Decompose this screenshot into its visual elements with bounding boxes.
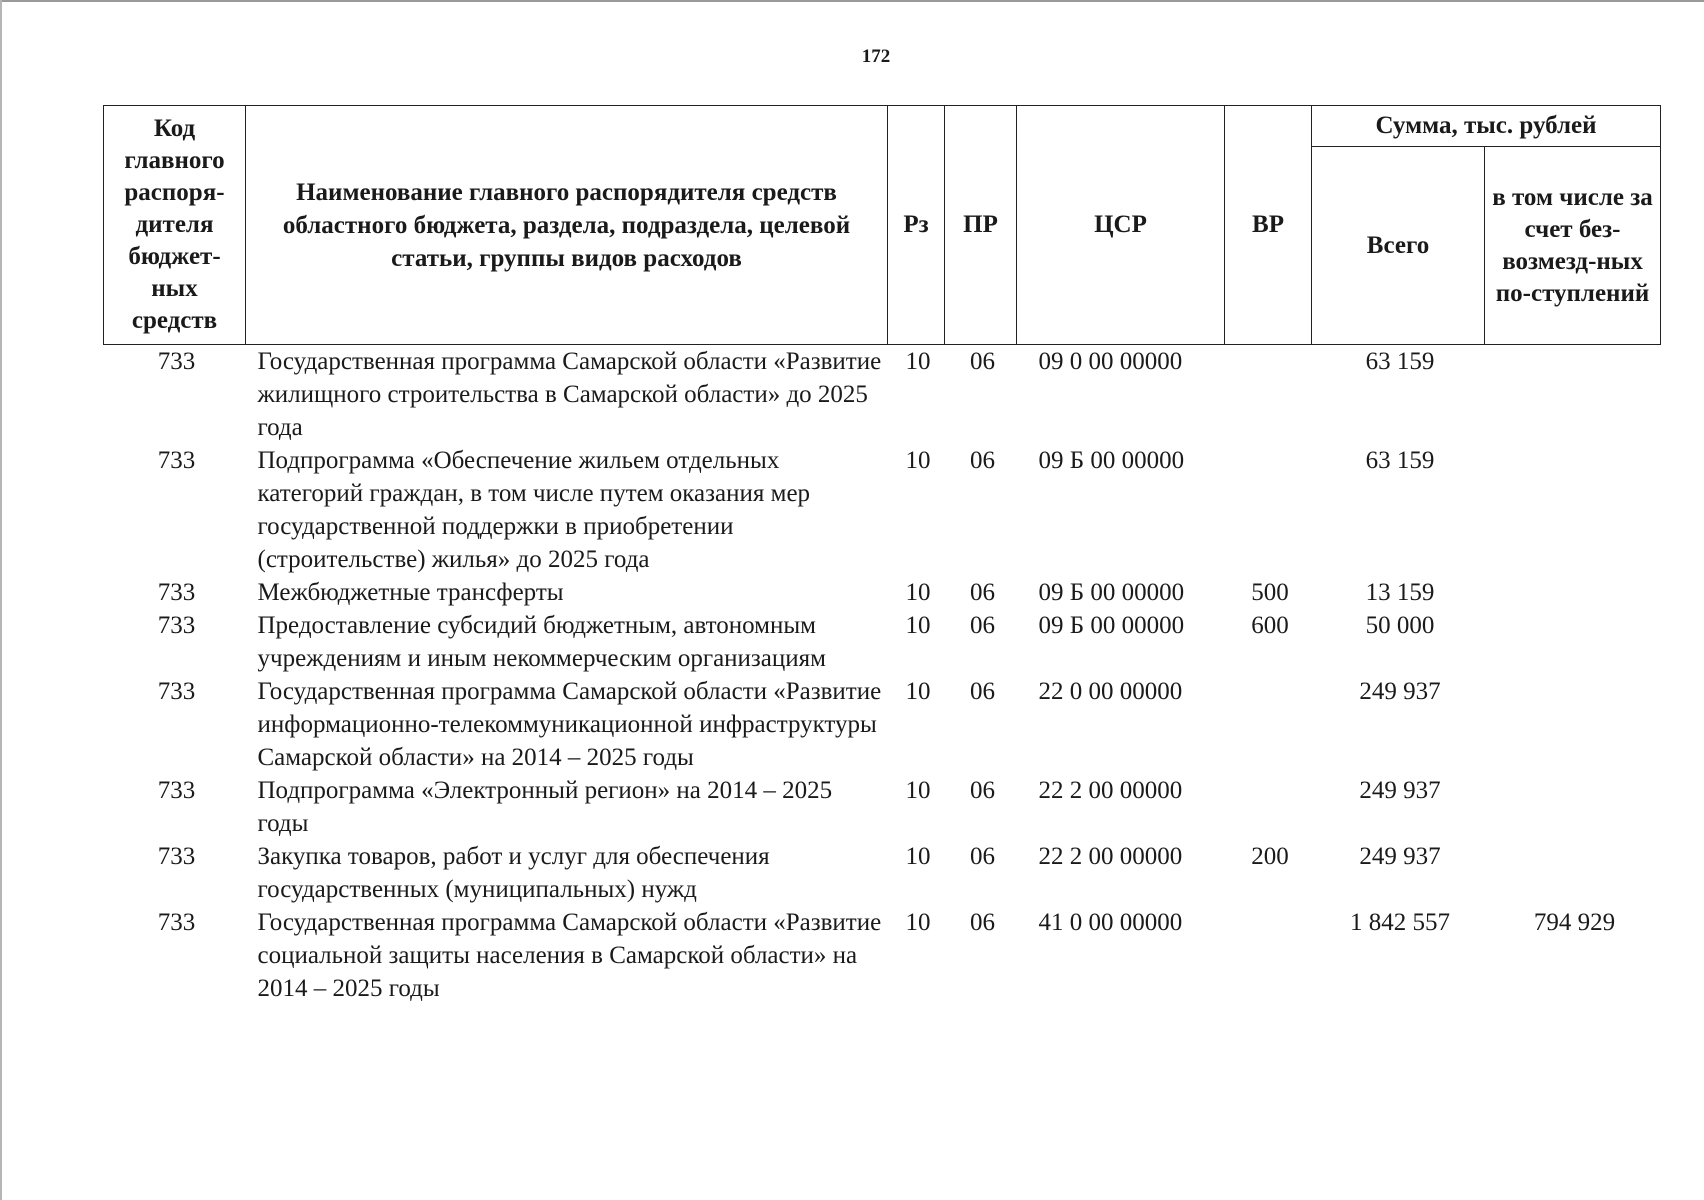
row-pr: 06: [970, 777, 995, 804]
row-pr: 06: [970, 612, 995, 639]
row-free: [1485, 444, 1661, 576]
row-free: 794 929: [1533, 909, 1616, 936]
row-rz: 10: [905, 447, 931, 474]
header-vr: ВР: [1225, 106, 1312, 345]
table-body: [104, 345, 1661, 1006]
row-name: Подпрограмма «Обеспечение жильем отдельных категорий граждан, в том числе путем оказания мер государственной поддержки в приобретении (строительстве) жилья» до 2025 года: [257, 447, 811, 573]
row-total: 63 159: [1365, 447, 1435, 474]
row-free: [1485, 675, 1661, 774]
row-vr: [1225, 774, 1312, 840]
row-free: [1485, 609, 1661, 675]
row-csr: 22 2 00 00000: [1038, 843, 1183, 870]
row-vr: [1225, 345, 1312, 445]
row-name: Межбюджетные трансферты: [257, 579, 564, 606]
row-code: 733: [157, 612, 196, 639]
row-vr: 600: [1251, 612, 1289, 639]
header-pr: ПР: [945, 106, 1017, 345]
header-free: в том числе за счет без-возмезд-ных по-ступлений: [1485, 147, 1661, 345]
table-row: [104, 576, 1661, 609]
row-rz: 10: [905, 612, 931, 639]
row-code: 733: [157, 909, 196, 936]
header-rz: Рз: [888, 106, 945, 345]
row-vr: [1225, 906, 1312, 1005]
row-code: 733: [157, 447, 196, 474]
table-header: [104, 106, 1661, 345]
header-sum: Сумма, тыс. рублей: [1312, 106, 1661, 147]
row-csr: 09 0 00 00000: [1038, 348, 1183, 375]
row-free: [1485, 840, 1661, 906]
row-pr: 06: [970, 678, 995, 705]
row-csr: 09 Б 00 00000: [1038, 447, 1185, 474]
scan-edge-top: [0, 0, 1704, 2]
row-vr: [1225, 444, 1312, 576]
row-free: [1485, 345, 1661, 445]
row-csr: 22 2 00 00000: [1038, 777, 1183, 804]
row-name: Государственная программа Самарской области «Развитие информационно-телекоммуникационной инфраструктуры Самарской области» на 2014 – 2025 годы: [257, 678, 882, 771]
header-code: Код главного распоря-дителя бюджет-ных средств: [104, 106, 246, 345]
row-code: 733: [157, 843, 196, 870]
table-row: [104, 345, 1661, 445]
row-code: 733: [157, 777, 196, 804]
row-free: [1485, 576, 1661, 609]
table-row: [104, 906, 1661, 1005]
row-csr: 09 Б 00 00000: [1038, 612, 1185, 639]
table-row: [104, 840, 1661, 906]
row-code: 733: [157, 348, 196, 375]
row-total: 50 000: [1365, 612, 1435, 639]
row-rz: 10: [905, 678, 931, 705]
row-pr: 06: [970, 447, 995, 474]
row-total: 63 159: [1365, 348, 1435, 375]
row-csr: 09 Б 00 00000: [1038, 579, 1185, 606]
row-vr: [1225, 675, 1312, 774]
row-free: [1485, 774, 1661, 840]
row-total: 13 159: [1365, 579, 1435, 606]
row-csr: 22 0 00 00000: [1038, 678, 1183, 705]
page-number: 172: [861, 46, 891, 67]
row-name: Государственная программа Самарской области «Развитие социальной защиты населения в Самарской области» на 2014 – 2025 годы: [257, 909, 882, 1002]
header-total: Всего: [1312, 147, 1485, 345]
row-vr: 200: [1251, 843, 1289, 870]
row-name: Предоставление субсидий бюджетным, автономным учреждениям и иным некоммерческим организациям: [257, 612, 826, 672]
table-row: [104, 774, 1661, 840]
header-name: Наименование главного распорядителя средств областного бюджета, раздела, подраздела, целевой статьи, группы видов расходов: [246, 106, 888, 345]
row-rz: 10: [905, 909, 931, 936]
row-total: 249 937: [1359, 777, 1441, 804]
row-pr: 06: [970, 348, 995, 375]
scan-edge-left: [0, 0, 2, 1200]
row-code: 733: [157, 579, 196, 606]
row-rz: 10: [905, 777, 931, 804]
row-code: 733: [157, 678, 196, 705]
row-name: Закупка товаров, работ и услуг для обеспечения государственных (муниципальных) нужд: [257, 843, 770, 903]
table-row: [104, 609, 1661, 675]
row-rz: 10: [905, 843, 931, 870]
row-total: 249 937: [1359, 843, 1441, 870]
row-rz: 10: [905, 348, 931, 375]
row-name: Подпрограмма «Электронный регион» на 2014 – 2025 годы: [257, 777, 833, 837]
table-row: [104, 444, 1661, 576]
row-pr: 06: [970, 579, 995, 606]
header-csr: ЦСР: [1017, 106, 1225, 345]
row-name: Государственная программа Самарской области «Развитие жилищного строительства в Самарской области» до 2025 года: [257, 348, 882, 441]
row-csr: 41 0 00 00000: [1038, 909, 1183, 936]
row-vr: 500: [1251, 579, 1289, 606]
table-row: [104, 675, 1661, 774]
row-total: 1 842 557: [1350, 909, 1450, 936]
row-pr: 06: [970, 843, 995, 870]
budget-table: [103, 105, 1661, 1005]
row-pr: 06: [970, 909, 995, 936]
row-rz: 10: [905, 579, 931, 606]
row-total: 249 937: [1359, 678, 1441, 705]
